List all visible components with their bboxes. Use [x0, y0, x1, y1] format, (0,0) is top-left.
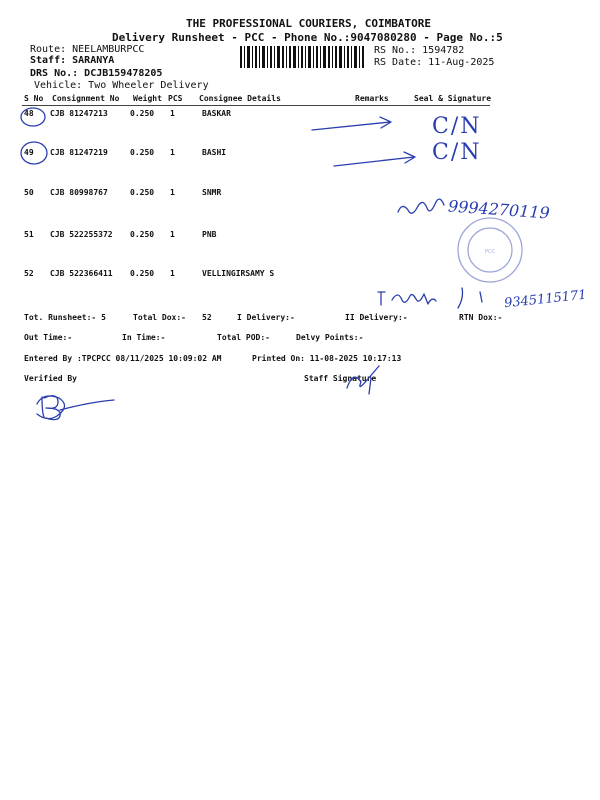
handwritten-phone-50: 9994270119 — [447, 196, 551, 223]
col-seal: Seal & Signature — [414, 94, 492, 103]
signature-52 — [378, 288, 482, 308]
rtn-dox: RTN Dox:- — [459, 313, 503, 322]
row-consignment: CJB 81247213 — [50, 109, 108, 118]
total-dox-value: 52 — [202, 313, 212, 322]
row-weight: 0.250 — [130, 188, 155, 197]
route-label: Route: NEELAMBURPCC — [30, 44, 145, 55]
entered-by: Entered By :TPCPCC 08/11/2025 10:09:02 AM — [24, 354, 222, 363]
handwritten-cn-49: C/N — [432, 140, 482, 165]
handwritten-cn-48: C/N — [432, 114, 482, 139]
arrow-48 — [312, 117, 391, 130]
row-weight: 0.250 — [130, 269, 155, 278]
ii-delivery: II Delivery:- — [345, 313, 408, 322]
row-pcs: 1 — [170, 230, 175, 239]
col-consignment: Consignment No — [52, 94, 120, 103]
out-time: Out Time:- — [24, 333, 73, 342]
row-pcs: 1 — [170, 188, 175, 197]
row-consignee: BASHI — [202, 148, 227, 157]
staff-signature-scribble — [347, 366, 379, 394]
total-pod: Total POD:- — [217, 333, 270, 342]
row-consignment: CJB 522255372 — [50, 230, 113, 239]
arrow-49 — [334, 152, 415, 166]
row-sno: 48 — [24, 109, 34, 118]
staff-label: Staff: SARANYA — [30, 55, 115, 66]
verified-by: Verified By — [24, 374, 77, 383]
row-weight: 0.250 — [130, 230, 155, 239]
tot-runsheet: Tot. Runsheet:- 5 — [24, 313, 106, 322]
row-sno: 49 — [24, 148, 34, 157]
col-pcs: PCS — [168, 94, 183, 103]
staff-signature-label: Staff Signature — [304, 374, 377, 383]
row-sno: 51 — [24, 230, 34, 239]
row-consignment: CJB 522366411 — [50, 269, 113, 278]
total-dox-label: Total Dox:- — [133, 313, 186, 322]
col-weight: Weight — [133, 94, 162, 103]
row-pcs: 1 — [170, 109, 175, 118]
runsheet-subtitle: Delivery Runsheet - PCC - Phone No.:9047080280 - Page No.:5 — [112, 31, 503, 44]
row-consignee: SNMR — [202, 188, 222, 197]
rs-date: RS Date: 11-Aug-2025 — [374, 57, 495, 68]
delvy-points: Delvy Points:- — [296, 333, 364, 342]
svg-text:PCC: PCC — [485, 249, 495, 255]
verified-initials — [37, 396, 114, 420]
rs-number: RS No.: 1594782 — [374, 45, 465, 56]
row-weight: 0.250 — [130, 109, 155, 118]
company-title: THE PROFESSIONAL COURIERS, COIMBATORE — [186, 17, 432, 30]
row-weight: 0.250 — [130, 148, 155, 157]
col-sno: S No — [24, 94, 44, 103]
seal-stamp — [458, 218, 522, 282]
row-consignment: CJB 80998767 — [50, 188, 108, 197]
printed-on: Printed On: 11-08-2025 10:17:13 — [252, 354, 402, 363]
i-delivery: I Delivery:- — [237, 313, 295, 322]
col-remarks: Remarks — [355, 94, 389, 103]
row-consignee: BASKAR — [202, 109, 231, 118]
row-sno: 50 — [24, 188, 34, 197]
row-consignment: CJB 81247219 — [50, 148, 108, 157]
row-pcs: 1 — [170, 269, 175, 278]
row-consignee: PNB — [202, 230, 217, 239]
row-pcs: 1 — [170, 148, 175, 157]
drs-number: DRS No.: DCJB159478205 — [30, 68, 163, 79]
handwritten-phone-52: 9345115171 — [503, 287, 588, 312]
row-consignee: VELLINGIRSAMY S — [202, 269, 275, 278]
row-sno: 52 — [24, 269, 34, 278]
signature-50 — [398, 199, 444, 213]
in-time: In Time:- — [122, 333, 166, 342]
circle-mark-49 — [21, 142, 47, 164]
col-consignee: Consignee Details — [199, 94, 281, 103]
circle-mark-48 — [21, 108, 45, 126]
vehicle-label: Vehicle: Two Wheeler Delivery — [34, 80, 209, 91]
